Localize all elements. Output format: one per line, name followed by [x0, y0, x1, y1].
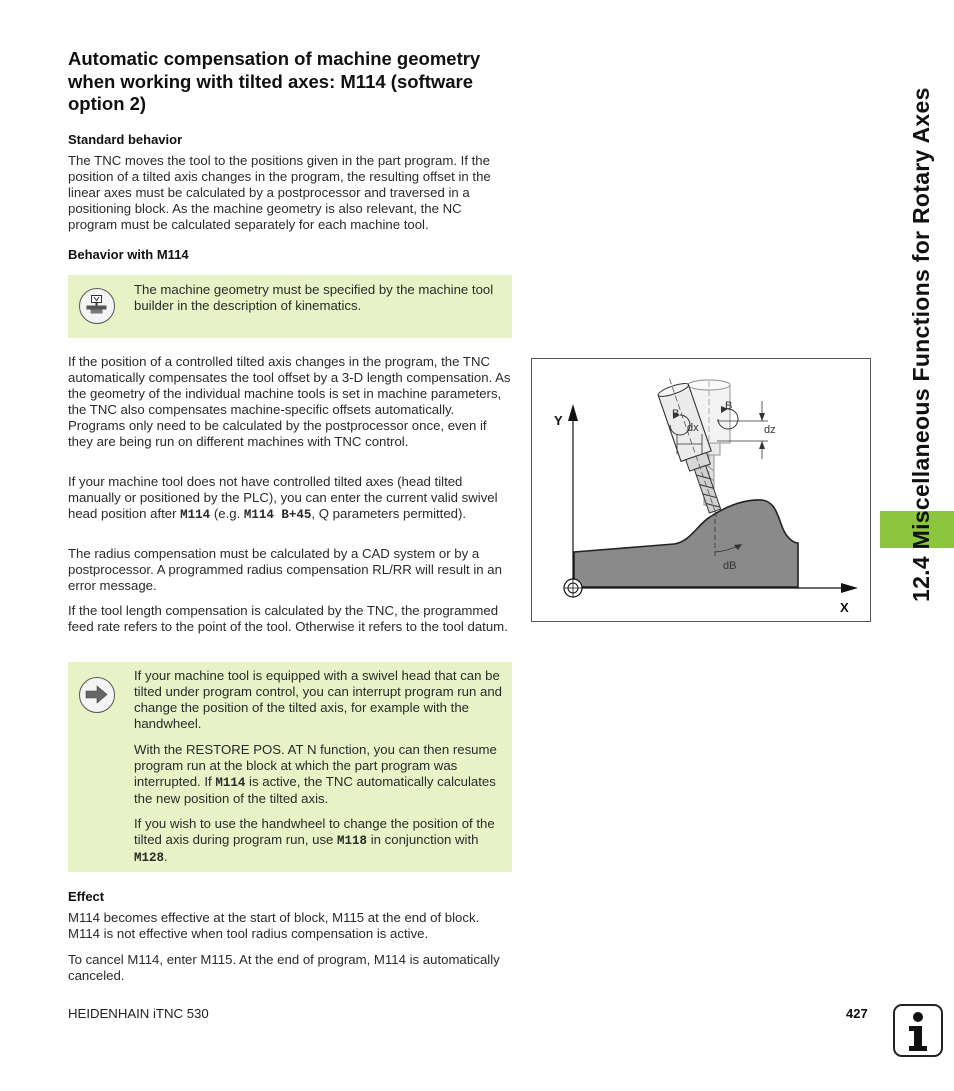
- arrow-right-icon: [79, 677, 115, 713]
- machine-note-box: [68, 275, 512, 338]
- effect-paragraph-1: M114 becomes effective at the start of block, M115 at the end of block. M114 is not effective when tool radius compensation is active.: [68, 910, 480, 941]
- m114-diagram: [531, 358, 871, 622]
- footer-product: HEIDENHAIN iTNC 530: [68, 1006, 209, 1021]
- m114-paragraph-4: If the tool length compensation is calculated by the TNC, the programmed feed rate refers to the point of the tool. Otherwise it refers to the tool datum.: [68, 603, 508, 634]
- swivel-note-p2: [134, 742, 506, 807]
- standard-behavior-heading: Standard behavior: [68, 132, 183, 147]
- note2-p3-text-a: If you wish to use the handwheel to change the position of the tilted axis during program run, use: [134, 816, 495, 847]
- note2-p2-text-b: is active, the TNC automatically calculates the new position of the tilted axis.: [134, 774, 496, 806]
- y-axis-arrow: [568, 404, 578, 421]
- x-axis-arrow: [841, 583, 858, 593]
- info-icon: [893, 1004, 943, 1057]
- m114-paragraph-2: [68, 474, 514, 523]
- section-title: Automatic compensation of machine geometry when working with tilted axes: M114 (software option 2): [68, 48, 481, 114]
- standard-behavior-text: The TNC moves the tool to the positions given in the part program. If the position of a tilted axis changes in the program, the resulting offset in the linear axes must be calculated by a postprocessor and traversed in a positioning block. As the machine geometry is also relevant, the NC program must be calculated separately for each machine tool.: [68, 153, 491, 232]
- m114-p2-text-b: (e.g.: [210, 506, 244, 521]
- workpiece-shape: [574, 500, 798, 587]
- label-b1: B: [672, 408, 680, 420]
- chapter-side-title: 12.4 Miscellaneous Functions for Rotary Axes: [908, 87, 934, 602]
- note2-p3-text-b: in conjunction with: [367, 832, 479, 847]
- label-y: Y: [554, 413, 563, 428]
- behavior-m114-heading: Behavior with M114: [68, 247, 189, 262]
- effect-heading: Effect: [68, 889, 105, 904]
- page-number: 427: [846, 1006, 868, 1021]
- m114-paragraph-3: The radius compensation must be calculated by a CAD system or by a postprocessor. A programmed radius compensation RL/RR will result in an error message.: [68, 546, 502, 593]
- m114-b45-code: M114 B+45: [243, 508, 312, 522]
- machine-tool-icon: [79, 288, 115, 324]
- effect-paragraph-2: To cancel M114, enter M115. At the end of program, M114 is automatically canceled.: [68, 952, 500, 983]
- label-dx: dx: [687, 422, 699, 434]
- m114-paragraph-1: If the position of a controlled tilted axis changes in the program, the TNC automatically compensates the tool offset by a 3-D length compensation. As the geometry of the individual machine tools is set in machine parameters, the TNC also compensates machine-specific offsets automatically. Programs only need to be calculated by the postprocessor once, even if they are being run on different machines with TNC control.: [68, 354, 511, 449]
- m114-code-note: M114: [215, 776, 246, 790]
- swivel-note-p3: [134, 816, 506, 866]
- label-db: dB: [723, 560, 737, 572]
- swivel-note-box: [68, 662, 512, 872]
- m114-code: M114: [180, 508, 211, 522]
- m114-p2-text-a: If your machine tool does not have controlled tilted axes (head tilted manually or positioned by the PLC), you can enter the current valid swivel head position after: [68, 474, 498, 521]
- label-b2: B: [725, 400, 733, 412]
- m114-p2-text-c: , Q parameters permitted).: [311, 506, 467, 521]
- note2-p3-text-c: .: [164, 849, 168, 864]
- m128-code: M128: [134, 851, 165, 865]
- swivel-note-p1: If your machine tool is equipped with a swivel head that can be tilted under program control, you can interrupt program run and change the position of the tilted axis, for example with the handwheel.: [134, 668, 502, 731]
- m118-code: M118: [337, 834, 368, 848]
- label-dz: dz: [764, 424, 776, 436]
- machine-note-text: The machine geometry must be specified by the machine tool builder in the description of kinematics.: [134, 282, 494, 313]
- label-x: X: [840, 600, 849, 615]
- note2-p2-text-a: With the RESTORE POS. AT N function, you can then resume program run at the block at which the part program was interrupted. If: [134, 742, 497, 789]
